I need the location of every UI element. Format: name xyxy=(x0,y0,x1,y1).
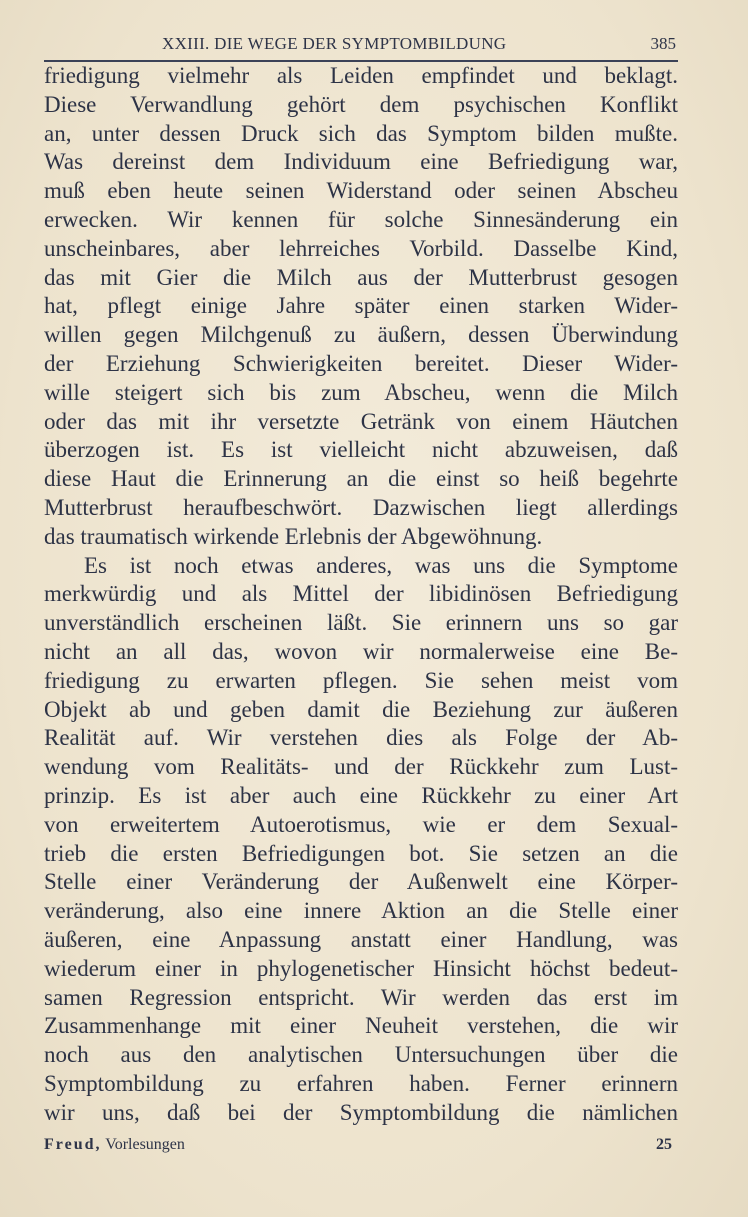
text-line: überzogen ist. Es ist vielleicht nicht abzuweisen, daß xyxy=(44,437,678,463)
text-line: Diese Verwandlung gehört dem psychischen Konflikt xyxy=(44,91,678,117)
text-line: prinzip. Es ist aber auch eine Rückkehr zu einer Art xyxy=(44,782,678,808)
running-header xyxy=(44,30,678,62)
text-line: wiederum einer in phylogenetischer Hinsicht höchst bedeut- xyxy=(44,955,678,981)
page-footer xyxy=(44,1136,678,1160)
text-line: von erweitertem Autoerotismus, wie er dem Sexual- xyxy=(44,811,678,837)
text-line: samen Regression entspricht. Wir werden das erst im xyxy=(44,984,678,1010)
text-line: friedigung zu erwarten pflegen. Sie sehen meist vom xyxy=(44,667,678,693)
text-line: unscheinbares, aber lehrreiches Vorbild. Dasselbe Kind, xyxy=(44,235,678,261)
text-line: unverständlich erscheinen läßt. Sie erinnern uns so gar xyxy=(44,610,678,636)
text-line: merkwürdig und als Mittel der libidinösen Befriedigung xyxy=(44,581,678,607)
footer-title: Vorlesungen xyxy=(105,1136,185,1153)
text-line: trieb die ersten Befriedigungen bot. Sie setzen an die xyxy=(44,840,678,866)
text-line-paragraph-end: das traumatisch wirkende Erlebnis der Abgewöhnung. xyxy=(44,523,543,549)
text-line: noch aus den analytischen Untersuchungen über die xyxy=(44,1042,678,1068)
text-line: das mit Gier die Milch aus der Mutterbrust gesogen xyxy=(44,264,678,290)
text-line: diese Haut die Erinnerung an die einst so heiß begehrte xyxy=(44,466,678,492)
text-line: wendung vom Realitäts- und der Rückkehr zum Lust- xyxy=(44,754,678,780)
text-line: Zusammenhange mit einer Neuheit verstehen, die wir xyxy=(44,1013,678,1039)
signature-mark: 25 xyxy=(656,1136,672,1153)
text-line: äußeren, eine Anpassung anstatt einer Handlung, was xyxy=(44,926,678,952)
text-line: oder das mit ihr versetzte Getränk von einem Häutchen xyxy=(44,408,678,434)
text-line: erwecken. Wir kennen für solche Sinnesänderung ein xyxy=(44,206,678,232)
text-line: wille steigert sich bis zum Abscheu, wenn die Milch xyxy=(44,379,678,405)
text-line: Symptombildung zu erfahren haben. Ferner erinnern xyxy=(44,1070,678,1096)
chapter-title: XXIII. DIE WEGE DER SYMPTOMBILDUNG xyxy=(162,34,507,53)
text-line: Realität auf. Wir verstehen dies als Folge der Ab- xyxy=(44,725,678,751)
text-line: Stelle einer Veränderung der Außenwelt eine Körper- xyxy=(44,869,678,895)
text-line: hat, pflegt einige Jahre später einen starken Wider- xyxy=(44,293,678,319)
footer-author: Freud, xyxy=(44,1136,102,1153)
text-line: willen gegen Milchgenuß zu äußern, dessen Überwindung xyxy=(44,322,678,348)
text-line: Objekt ab und geben damit die Beziehung zur äußeren xyxy=(44,696,678,722)
text-line: der Erziehung Schwierigkeiten bereitet. Dieser Wider- xyxy=(44,350,678,376)
text-line-paragraph-start: Es ist noch etwas anderes, was uns die Symptome xyxy=(84,552,678,578)
text-line: an, unter dessen Druck sich das Symptom bilden mußte. xyxy=(44,120,678,146)
text-line: friedigung vielmehr als Leiden empfindet und beklagt. xyxy=(44,63,678,88)
text-line: Was dereinst dem Individuum eine Befriedigung war, xyxy=(44,149,678,175)
page-number: 385 xyxy=(650,34,676,53)
text-line: Mutterbrust heraufbeschwört. Dazwischen liegt allerdings xyxy=(44,494,678,520)
text-line: veränderung, also eine innere Aktion an die Stelle einer xyxy=(44,898,678,924)
text-line: nicht an all das, wovon wir normalerweise eine Be- xyxy=(44,638,678,664)
footer-book-title xyxy=(44,1136,185,1154)
text-line: wir uns, daß bei der Symptombildung die nämlichen xyxy=(44,1099,678,1125)
text-line: muß eben heute seinen Widerstand oder seinen Abscheu xyxy=(44,178,678,204)
body-text xyxy=(44,62,678,1127)
